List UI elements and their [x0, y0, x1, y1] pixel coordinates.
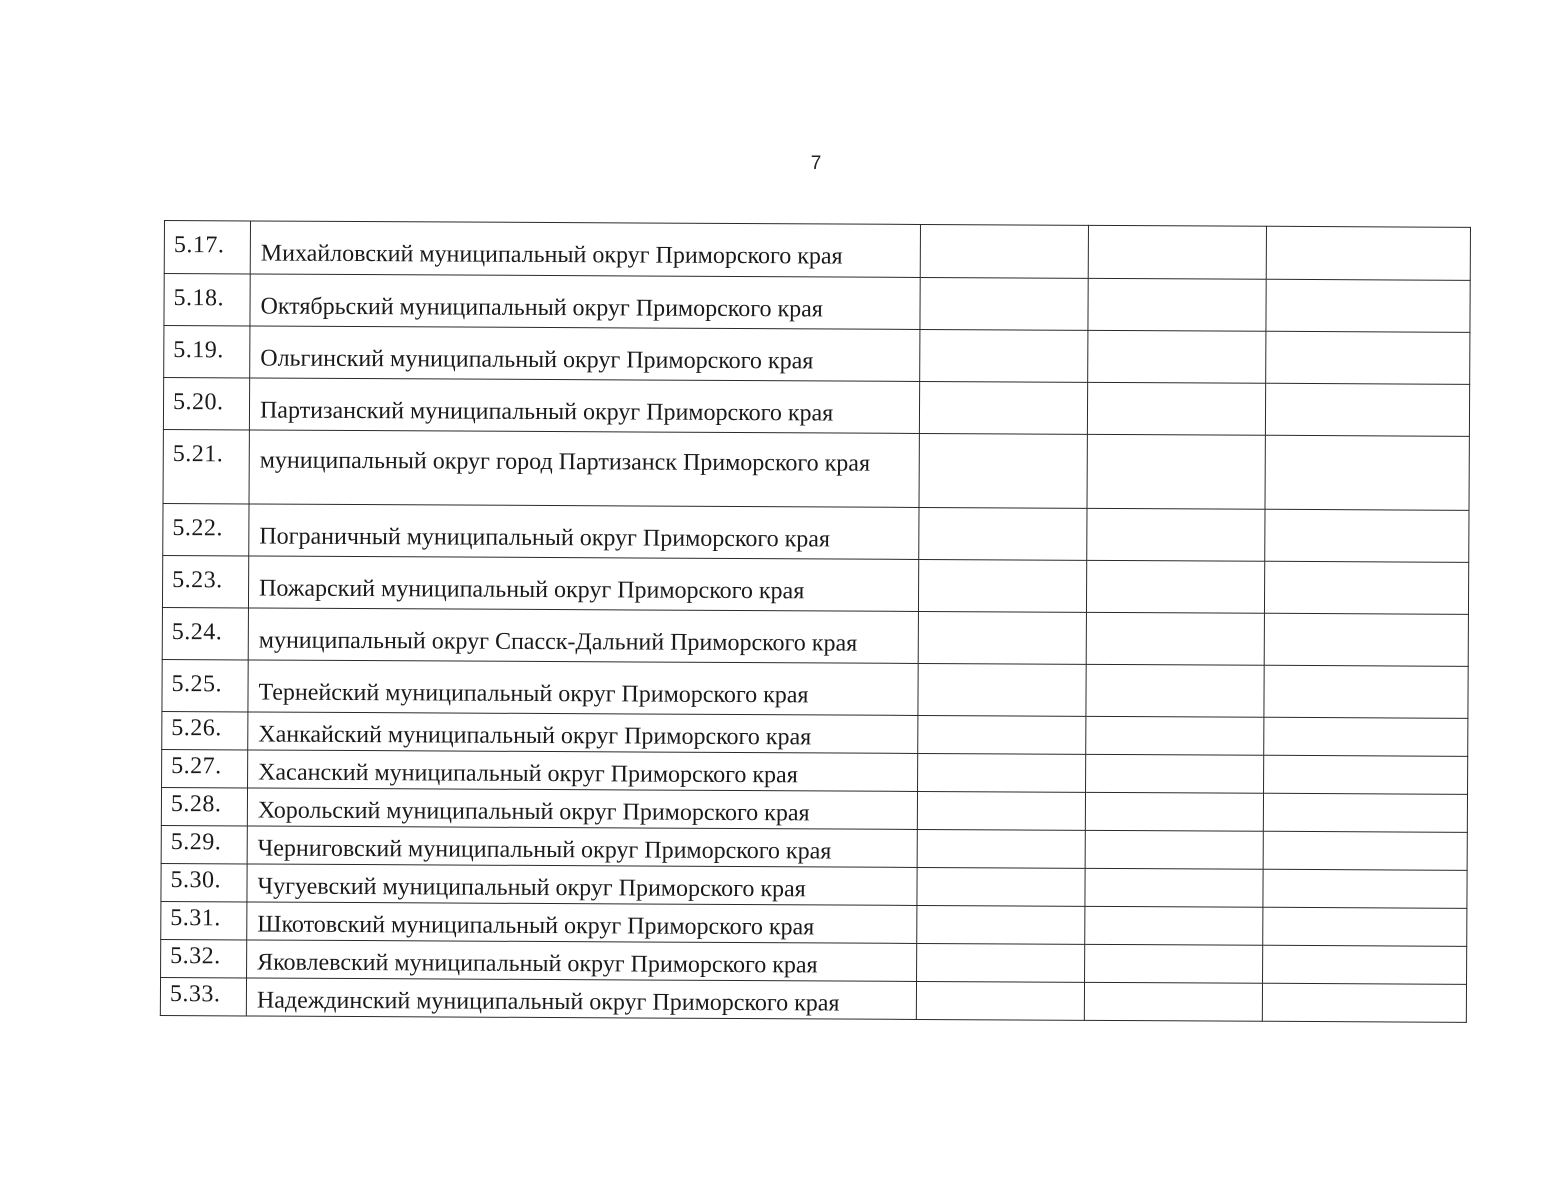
empty-cell	[1088, 225, 1266, 279]
district-name: Партизанский муниципальный округ Приморского края	[249, 378, 919, 434]
district-name: Пограничный муниципальный округ Приморского края	[249, 504, 919, 560]
empty-cell	[918, 753, 1086, 792]
empty-cell	[1088, 330, 1266, 383]
table-row	[161, 825, 1467, 870]
row-number: 5.25.	[162, 659, 248, 711]
empty-cell	[1085, 868, 1263, 907]
row-number: 5.19.	[164, 326, 250, 378]
districts-table	[160, 220, 1471, 1023]
empty-cell	[918, 611, 1086, 664]
empty-cell	[1266, 331, 1470, 384]
empty-cell	[918, 715, 1086, 754]
empty-cell	[1264, 613, 1468, 666]
empty-cell	[919, 507, 1087, 560]
row-number: 5.30.	[161, 863, 247, 901]
row-number: 5.18.	[164, 274, 250, 326]
table-row	[162, 659, 1468, 718]
empty-cell	[1264, 717, 1468, 756]
empty-cell	[1084, 982, 1262, 1021]
empty-cell	[1086, 560, 1264, 613]
empty-cell	[917, 791, 1085, 830]
row-number: 5.24.	[162, 607, 248, 659]
table-row	[161, 939, 1467, 984]
empty-cell	[1086, 716, 1264, 755]
empty-cell	[1263, 793, 1467, 832]
district-name: Черниговский муниципальный округ Приморского края	[247, 826, 917, 868]
table-row	[161, 787, 1467, 832]
empty-cell	[919, 381, 1087, 434]
empty-cell	[1085, 906, 1263, 945]
district-name: муниципальный округ Спасск-Дальний Приморского края	[248, 608, 918, 664]
district-name: Шкотовский муниципальный округ Приморского края	[247, 902, 917, 944]
district-name: Пожарский муниципальный округ Приморского края	[248, 556, 918, 612]
row-number: 5.28.	[161, 787, 247, 825]
empty-cell	[920, 329, 1088, 382]
table-row	[162, 607, 1468, 666]
table-row	[163, 503, 1469, 562]
empty-cell	[1263, 907, 1467, 946]
empty-cell	[920, 277, 1088, 330]
row-number: 5.17.	[164, 221, 250, 274]
empty-cell	[918, 663, 1086, 716]
district-name: Хорольский муниципальный округ Приморского края	[247, 788, 917, 830]
empty-cell	[1086, 612, 1264, 665]
empty-cell	[1265, 435, 1469, 510]
empty-cell	[1085, 944, 1263, 983]
district-name: Чугуевский муниципальный округ Приморского края	[247, 864, 917, 906]
empty-cell	[1263, 831, 1467, 870]
empty-cell	[1262, 983, 1466, 1022]
empty-cell	[1087, 382, 1265, 435]
district-name: Надеждинский муниципальный округ Приморского края	[246, 978, 916, 1020]
row-number: 5.26.	[162, 711, 248, 749]
empty-cell	[1264, 665, 1468, 718]
empty-cell	[1263, 869, 1467, 908]
district-name: Яковлевский муниципальный округ Приморского края	[247, 940, 917, 982]
district-name: Ханкайский муниципальный округ Приморского края	[248, 712, 918, 754]
empty-cell	[1264, 755, 1468, 794]
empty-cell	[1266, 279, 1470, 332]
empty-cell	[1264, 561, 1468, 614]
empty-cell	[917, 943, 1085, 982]
district-name: Хасанский муниципальный округ Приморского края	[248, 750, 918, 792]
row-number: 5.22.	[163, 503, 249, 555]
row-number: 5.29.	[161, 825, 247, 863]
table-row	[161, 901, 1467, 946]
district-name: Тернейский муниципальный округ Приморского края	[248, 660, 918, 716]
table-row	[160, 977, 1466, 1022]
table-row	[164, 274, 1470, 333]
empty-cell	[1265, 383, 1469, 436]
empty-cell	[1087, 508, 1265, 561]
empty-cell	[1087, 434, 1265, 509]
row-number: 5.32.	[161, 939, 247, 977]
row-number: 5.21.	[163, 429, 249, 503]
empty-cell	[1088, 278, 1266, 331]
empty-cell	[917, 905, 1085, 944]
table-row	[164, 221, 1470, 281]
row-number: 5.20.	[163, 378, 249, 430]
empty-cell	[916, 981, 1084, 1020]
row-number: 5.33.	[160, 977, 246, 1015]
page-number: 7	[810, 153, 822, 174]
empty-cell	[1086, 754, 1264, 793]
table-row	[162, 555, 1468, 614]
row-number: 5.23.	[162, 555, 248, 607]
district-name: Михайловский муниципальный округ Приморского края	[250, 221, 920, 278]
table-row	[161, 863, 1467, 908]
empty-cell	[918, 559, 1086, 612]
empty-cell	[1085, 792, 1263, 831]
empty-cell	[1265, 509, 1469, 562]
empty-cell	[1266, 226, 1470, 280]
district-name: Октябрьский муниципальный округ Приморского края	[250, 274, 920, 330]
table-row	[163, 429, 1469, 510]
empty-cell	[919, 433, 1087, 508]
districts-table-wrapper	[160, 220, 1470, 1023]
empty-cell	[1086, 664, 1264, 717]
empty-cell	[920, 224, 1088, 278]
empty-cell	[917, 829, 1085, 868]
empty-cell	[1263, 945, 1467, 984]
table-row	[163, 378, 1469, 437]
row-number: 5.31.	[161, 901, 247, 939]
row-number: 5.27.	[162, 749, 248, 787]
table-row	[162, 749, 1468, 794]
empty-cell	[917, 867, 1085, 906]
district-name: Ольгинский муниципальный округ Приморского края	[250, 326, 920, 382]
table-row	[162, 711, 1468, 756]
empty-cell	[1085, 830, 1263, 869]
district-name: муниципальный округ город Партизанск Приморского края	[249, 430, 919, 508]
table-row	[164, 326, 1470, 385]
